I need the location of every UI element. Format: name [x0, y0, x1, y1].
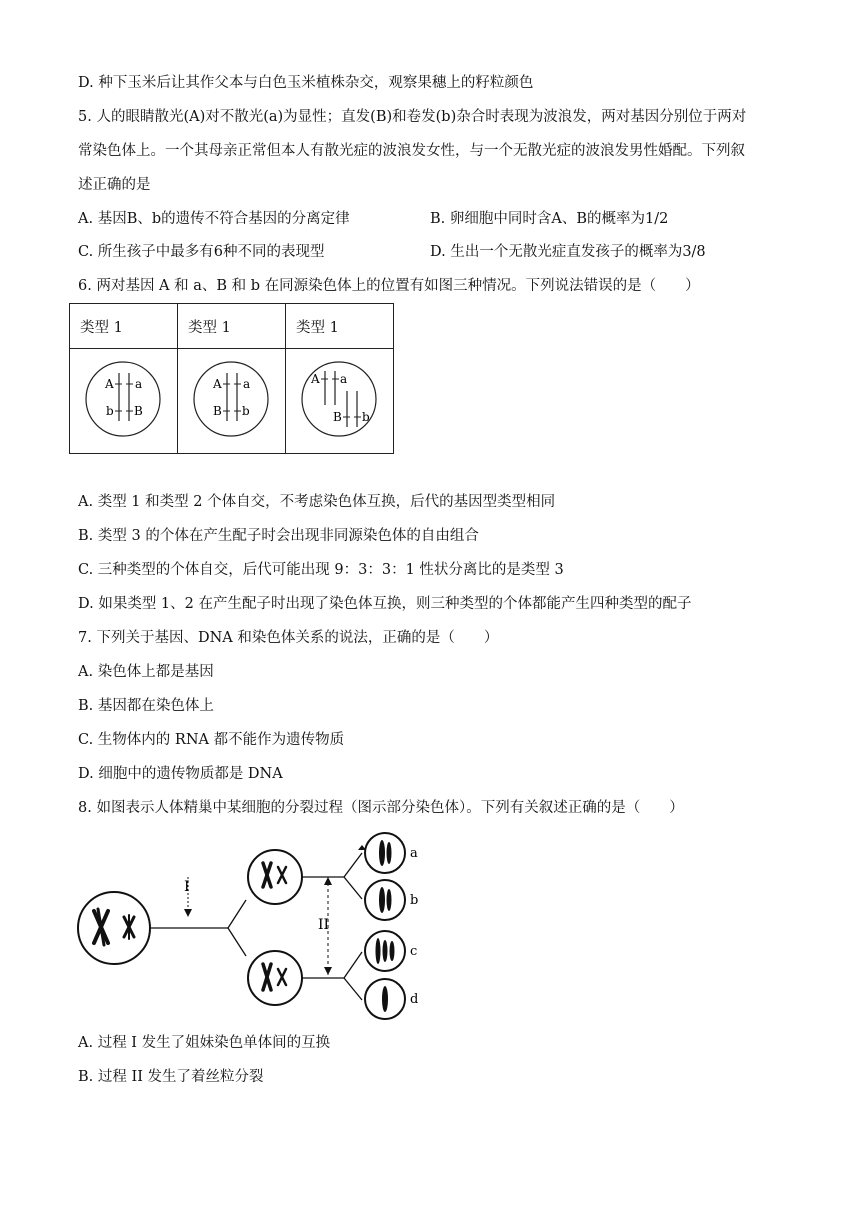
allele-a-label: a	[135, 377, 143, 391]
q6-option-b: B. 类型 3 的个体在产生配子时会出现非同源染色体的自由组合	[78, 528, 479, 544]
q5-option-d: D. 生出一个无散光症直发孩子的概率为3/8	[430, 244, 706, 260]
q6-type-table	[69, 303, 394, 454]
allele-A-label: A	[213, 377, 222, 391]
q5-stem-line-2: 常染色体上。一个其母亲正常但本人有散光症的波浪发女性，与一个无散光症的波浪发男性婚配。下列叙	[78, 143, 745, 159]
allele-B-label: B	[134, 404, 143, 418]
allele-a-label: a	[243, 377, 251, 391]
cell-division-diagram	[70, 825, 430, 1025]
allele-a-label: a	[340, 372, 348, 386]
q6-stem: 6. 两对基因 A 和 a、B 和 b 在同源染色体上的位置有如图三种情况。下列说法错误的是（ ）	[78, 278, 700, 294]
q6-option-a: A. 类型 1 和类型 2 个体自交，不考虑染色体互换，后代的基因型类型相同	[78, 494, 556, 510]
allele-A-label: A	[311, 372, 320, 386]
type-1-cell	[70, 349, 178, 454]
allele-b-label: b	[106, 404, 114, 418]
q5-option-a: A. 基因B、b的遗传不符合基因的分离定律	[78, 211, 350, 227]
allele-b-label: b	[242, 404, 250, 418]
type-3-chromosome-diagram	[291, 349, 388, 449]
cell-d-label: d	[410, 992, 419, 1007]
type-1-chromosome-diagram	[75, 349, 172, 449]
q6-option-d: D. 如果类型 1、2 在产生配子时出现了染色体互换，则三种类型的个体都能产生四种类型的配子	[78, 596, 692, 612]
q8-option-b: B. 过程 II 发生了着丝粒分裂	[78, 1069, 264, 1085]
process-I-label: I	[184, 879, 190, 895]
q7-option-a: A. 染色体上都是基因	[78, 664, 214, 680]
q7-option-d: D. 细胞中的遗传物质都是 DNA	[78, 766, 283, 782]
cell-c-label: c	[410, 944, 418, 959]
type-3-cell	[286, 349, 394, 454]
type-2-cell	[178, 349, 286, 454]
cell-a-label: a	[410, 846, 418, 861]
cell-b-label: b	[410, 893, 419, 908]
allele-b-label: b	[362, 410, 370, 424]
type-2-chromosome-diagram	[183, 349, 280, 449]
q5-stem-line-1: 5. 人的眼睛散光(A)对不散光(a)为显性；直发(B)和卷发(b)杂合时表现为波浪发，两对基因分别位于两对	[78, 109, 747, 125]
q8-option-a: A. 过程 I 发生了姐妹染色单体间的互换	[78, 1035, 331, 1051]
q6-option-c: C. 三种类型的个体自交，后代可能出现 9：3：3：1 性状分离比的是类型 3	[78, 562, 564, 578]
q7-stem: 7. 下列关于基因、DNA 和染色体关系的说法，正确的是（ ）	[78, 630, 499, 646]
q7-option-c: C. 生物体内的 RNA 都不能作为遗传物质	[78, 732, 345, 748]
type-header-3: 类型 1	[286, 304, 394, 349]
allele-B-label: B	[213, 404, 222, 418]
type-header-2: 类型 1	[178, 304, 286, 349]
parent-chromosomes	[94, 909, 134, 945]
q5-option-b: B. 卵细胞中同时含A、B的概率为1/2	[430, 211, 669, 227]
q4-option-d: D. 种下玉米后让其作父本与白色玉米植株杂交，观察果穗上的籽粒颜色	[78, 75, 534, 91]
q7-option-b: B. 基因都在染色体上	[78, 698, 214, 714]
process-II-label: II	[318, 917, 330, 933]
q5-option-c: C. 所生孩子中最多有6种不同的表现型	[78, 244, 325, 260]
allele-B-label: B	[333, 410, 342, 424]
q5-stem-line-3: 述正确的是	[78, 177, 151, 193]
allele-A-label: A	[105, 377, 114, 391]
type-header-1: 类型 1	[70, 304, 178, 349]
q8-stem: 8. 如图表示人体精巢中某细胞的分裂过程（图示部分染色体）。下列有关叙述正确的是（ ）	[78, 800, 684, 816]
